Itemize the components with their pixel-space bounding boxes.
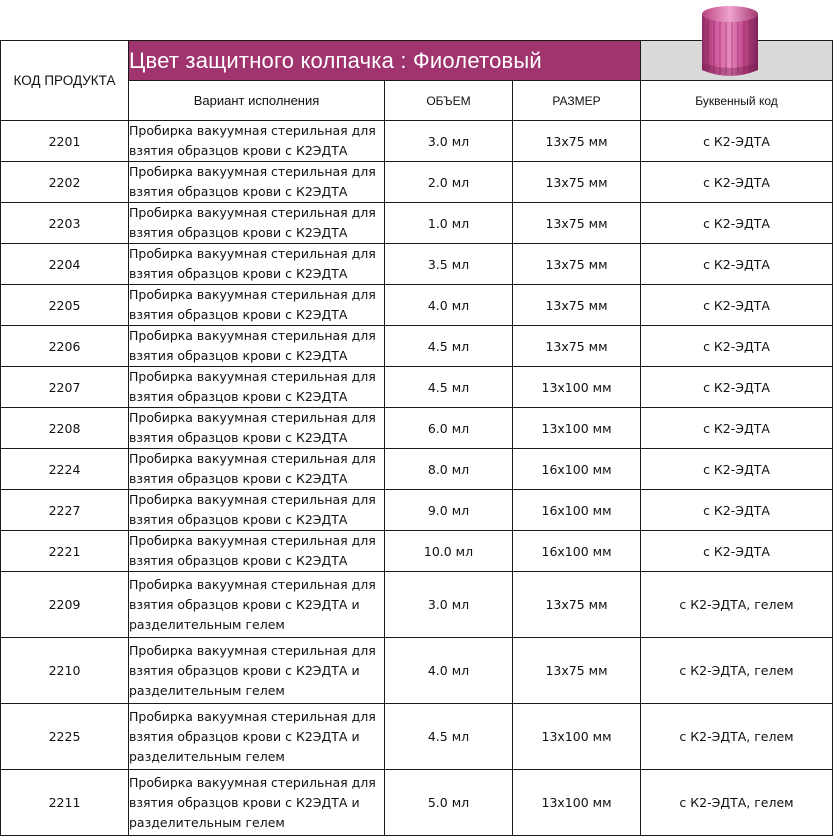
variant-description-cell [129, 203, 385, 244]
table-row [1, 449, 833, 490]
product-code-cell: 2206 [1, 326, 129, 367]
variant-description-cell [129, 704, 385, 770]
size-cell: 13х75 мм [513, 638, 641, 704]
description-line: взятия образцов крови с К2ЭДТА [129, 471, 348, 486]
volume-cell: 4.0 мл [385, 285, 513, 326]
variant-description-cell [129, 531, 385, 572]
description-line: взятия образцов крови с К2ЭДТА [129, 389, 348, 404]
product-code-cell: 2205 [1, 285, 129, 326]
product-code-cell: 2211 [1, 770, 129, 836]
letter-code-cell: с К2-ЭДТА [641, 408, 833, 449]
variant-description-cell [129, 244, 385, 285]
letter-code-cell: с К2-ЭДТА, гелем [641, 770, 833, 836]
volume-cell: 4.5 мл [385, 704, 513, 770]
description-line: Пробирка вакуумная стерильная для [129, 287, 376, 302]
size-cell: 13х100 мм [513, 770, 641, 836]
description-line: Пробирка вакуумная стерильная для [129, 246, 376, 261]
description-line: Пробирка вакуумная стерильная для [129, 533, 376, 548]
volume-cell: 3.0 мл [385, 121, 513, 162]
description-line: взятия образцов крови с К2ЭДТА [129, 430, 348, 445]
letter-code-cell: с К2-ЭДТА, гелем [641, 572, 833, 638]
volume-cell: 4.5 мл [385, 367, 513, 408]
letter-code-cell: с К2-ЭДТА [641, 326, 833, 367]
letter-code-column-header: Буквенный код [641, 81, 833, 121]
table-row [1, 244, 833, 285]
description-line: взятия образцов крови с К2ЭДТА [129, 348, 348, 363]
table-row [1, 408, 833, 449]
description-line: Пробирка вакуумная стерильная для [129, 774, 376, 790]
table-row [1, 121, 833, 162]
volume-cell: 3.0 мл [385, 572, 513, 638]
volume-column-header: ОБЪЕМ [385, 81, 513, 121]
description-line: разделительным гелем [129, 748, 285, 764]
volume-cell: 3.5 мл [385, 244, 513, 285]
description-line: разделительным гелем [129, 616, 285, 632]
product-code-cell: 2225 [1, 704, 129, 770]
variant-description-cell [129, 367, 385, 408]
size-cell: 13х75 мм [513, 121, 641, 162]
description-line: взятия образцов крови с К2ЭДТА [129, 225, 348, 240]
product-code-cell: 2204 [1, 244, 129, 285]
variant-description-cell [129, 408, 385, 449]
product-table [0, 40, 833, 836]
variant-description-cell [129, 638, 385, 704]
product-code-cell: 2209 [1, 572, 129, 638]
volume-cell: 9.0 мл [385, 490, 513, 531]
description-line: разделительным гелем [129, 814, 285, 830]
description-line: Пробирка вакуумная стерильная для [129, 642, 376, 658]
cap-color-title: Цвет защитного колпачка : Фиолетовый [129, 41, 641, 81]
volume-cell: 6.0 мл [385, 408, 513, 449]
letter-code-cell: с К2-ЭДТА [641, 531, 833, 572]
description-line: взятия образцов крови с К2ЭДТА [129, 184, 348, 199]
size-cell: 16х100 мм [513, 449, 641, 490]
product-code-cell: 2224 [1, 449, 129, 490]
letter-code-cell: с К2-ЭДТА, гелем [641, 704, 833, 770]
description-line: Пробирка вакуумная стерильная для [129, 205, 376, 220]
size-cell: 13х100 мм [513, 408, 641, 449]
description-line: Пробирка вакуумная стерильная для [129, 576, 376, 592]
size-cell: 13х75 мм [513, 572, 641, 638]
table-row [1, 704, 833, 770]
table-row [1, 531, 833, 572]
description-line: Пробирка вакуумная стерильная для [129, 328, 376, 343]
variant-description-cell [129, 162, 385, 203]
description-line: Пробирка вакуумная стерильная для [129, 164, 376, 179]
volume-cell: 8.0 мл [385, 449, 513, 490]
table-row [1, 285, 833, 326]
volume-cell: 10.0 мл [385, 531, 513, 572]
letter-code-cell: с К2-ЭДТА [641, 490, 833, 531]
description-line: Пробирка вакуумная стерильная для [129, 451, 376, 466]
purple-tube-cap-icon [694, 4, 766, 82]
size-cell: 13х75 мм [513, 326, 641, 367]
product-code-cell: 2202 [1, 162, 129, 203]
table-row [1, 638, 833, 704]
table-row [1, 572, 833, 638]
size-cell: 16х100 мм [513, 531, 641, 572]
variant-description-cell [129, 121, 385, 162]
letter-code-cell: с К2-ЭДТА, гелем [641, 638, 833, 704]
size-cell: 13х75 мм [513, 285, 641, 326]
description-line: Пробирка вакуумная стерильная для [129, 123, 376, 138]
description-line: взятия образцов крови с К2ЭДТА и [129, 596, 360, 612]
description-line: взятия образцов крови с К2ЭДТА [129, 553, 348, 568]
variant-description-cell [129, 285, 385, 326]
description-line: взятия образцов крови с К2ЭДТА [129, 512, 348, 527]
size-cell: 13х100 мм [513, 367, 641, 408]
table-row [1, 203, 833, 244]
description-line: взятия образцов крови с К2ЭДТА [129, 307, 348, 322]
volume-cell: 2.0 мл [385, 162, 513, 203]
volume-cell: 4.5 мл [385, 326, 513, 367]
product-code-cell: 2221 [1, 531, 129, 572]
description-line: взятия образцов крови с К2ЭДТА и [129, 728, 360, 744]
volume-cell: 5.0 мл [385, 770, 513, 836]
description-line: взятия образцов крови с К2ЭДТА и [129, 662, 360, 678]
size-cell: 13х75 мм [513, 203, 641, 244]
size-cell: 16х100 мм [513, 490, 641, 531]
product-code-cell: 2207 [1, 367, 129, 408]
product-code-cell: 2227 [1, 490, 129, 531]
size-cell: 13х75 мм [513, 244, 641, 285]
description-line: взятия образцов крови с К2ЭДТА и [129, 794, 360, 810]
table-row [1, 326, 833, 367]
table-row [1, 162, 833, 203]
description-line: разделительным гелем [129, 682, 285, 698]
product-code-cell: 2203 [1, 203, 129, 244]
letter-code-cell: с К2-ЭДТА [641, 162, 833, 203]
description-line: взятия образцов крови с К2ЭДТА [129, 266, 348, 281]
letter-code-cell: с К2-ЭДТА [641, 203, 833, 244]
variant-description-cell [129, 490, 385, 531]
size-cell: 13х75 мм [513, 162, 641, 203]
volume-cell: 1.0 мл [385, 203, 513, 244]
letter-code-cell: с К2-ЭДТА [641, 244, 833, 285]
letter-code-cell: с К2-ЭДТА [641, 121, 833, 162]
letter-code-cell: с К2-ЭДТА [641, 449, 833, 490]
code-column-header: КОД ПРОДУКТА [1, 41, 129, 121]
description-line: Пробирка вакуумная стерильная для [129, 708, 376, 724]
description-line: Пробирка вакуумная стерильная для [129, 369, 376, 384]
description-line: Пробирка вакуумная стерильная для [129, 492, 376, 507]
description-line: взятия образцов крови с К2ЭДТА [129, 143, 348, 158]
variant-description-cell [129, 449, 385, 490]
size-column-header: РАЗМЕР [513, 81, 641, 121]
product-code-cell: 2201 [1, 121, 129, 162]
table-row [1, 367, 833, 408]
letter-code-cell: с К2-ЭДТА [641, 367, 833, 408]
volume-cell: 4.0 мл [385, 638, 513, 704]
variant-column-header: Вариант исполнения [129, 81, 385, 121]
size-cell: 13х100 мм [513, 704, 641, 770]
variant-description-cell [129, 326, 385, 367]
product-code-cell: 2208 [1, 408, 129, 449]
table-row [1, 490, 833, 531]
variant-description-cell [129, 572, 385, 638]
description-line: Пробирка вакуумная стерильная для [129, 410, 376, 425]
product-code-cell: 2210 [1, 638, 129, 704]
letter-code-cell: с К2-ЭДТА [641, 285, 833, 326]
